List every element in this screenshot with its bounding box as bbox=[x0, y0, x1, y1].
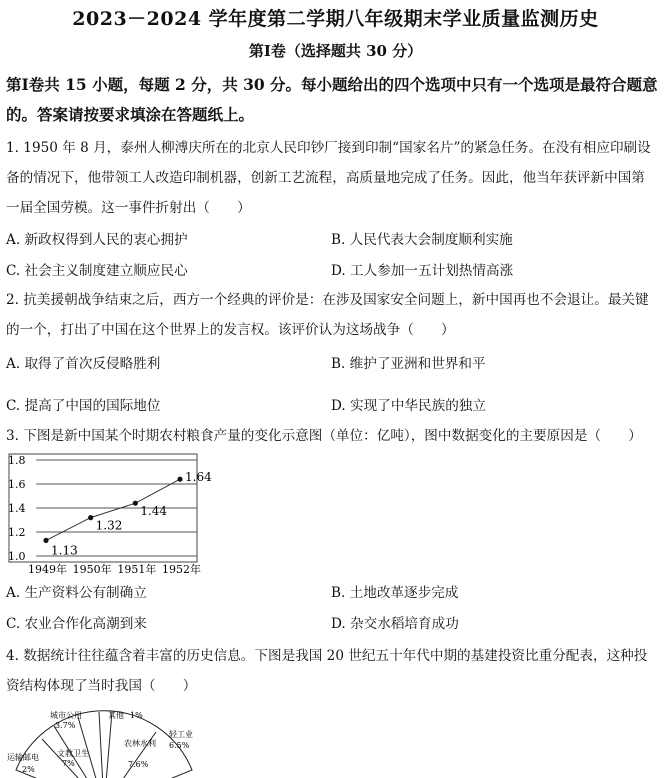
question-3-option-b[interactable]: B. 土地改革逐步完成 bbox=[331, 585, 459, 601]
pie-label-name: 农林水利 bbox=[124, 739, 156, 748]
question-1-stem: 1. 1950 年 8 月，泰州人柳溥庆所在的北京人民印钞厂接到印制“国家名片”的紧急任务。在没有相应印刷设备的情况下，他带领工人改造印制机器，创新工艺流程，高质量地完成了任务。因此，他当年获评新中国第一届全国劳模。这一事件折射出（ ） bbox=[6, 140, 651, 216]
question-1-option-b[interactable]: B. 人民代表大会制度顺利实施 bbox=[331, 232, 513, 248]
question-3-option-a[interactable]: A. 生产资料公有制确立 bbox=[6, 585, 147, 601]
section-instructions: 第Ⅰ卷共 15 小题，每题 2 分，共 30 分。每小题给出的四个选项中只有一个选项是最符合题意的。答案请按要求填涂在答题纸上。 bbox=[6, 75, 658, 124]
question-3-option-d[interactable]: D. 杂交水稻培育成功 bbox=[331, 616, 459, 632]
data-point bbox=[177, 477, 182, 482]
question-2-option-c[interactable]: C. 提高了中国的国际地位 bbox=[6, 398, 161, 414]
exam-title: 2023－2024 学年度第二学期八年级期末学业质量监测历史 bbox=[72, 8, 599, 30]
pie-label-name: 轻工业 bbox=[169, 730, 193, 739]
question-3-option-c[interactable]: C. 农业合作化高潮到来 bbox=[6, 616, 147, 632]
pie-label-value: 1% bbox=[130, 711, 143, 720]
pie-label-name: 文教卫生 bbox=[57, 749, 89, 758]
question-3-stem: 3. 下图是新中国某个时期农村粮食产量的变化示意图（单位：亿吨），图中数据变化的主要原因是（ ） bbox=[6, 428, 642, 444]
data-point bbox=[133, 501, 138, 506]
y-tick-label: 1.8 bbox=[8, 454, 26, 467]
chart-y-tick-labels bbox=[8, 454, 26, 563]
question-2-option-b[interactable]: B. 维护了亚洲和世界和平 bbox=[331, 356, 486, 372]
data-point bbox=[88, 515, 93, 520]
question-2-option-d[interactable]: D. 实现了中华民族的独立 bbox=[331, 398, 486, 414]
data-label: 1.32 bbox=[95, 518, 123, 533]
grain-output-chart bbox=[4, 452, 212, 577]
x-tick-label: 1950年 bbox=[72, 563, 112, 576]
data-label: 1.64 bbox=[185, 470, 212, 485]
y-tick-label: 1.4 bbox=[8, 502, 26, 515]
pie-label-value: 2% bbox=[22, 765, 35, 774]
x-tick-label: 1949年 bbox=[28, 563, 67, 576]
pie-divider bbox=[104, 712, 112, 778]
question-1-option-c[interactable]: C. 社会主义制度建立顺应民心 bbox=[6, 263, 188, 279]
chart-x-tick-labels bbox=[28, 562, 201, 576]
y-tick-label: 1.6 bbox=[8, 478, 26, 491]
chart-grid bbox=[9, 454, 197, 562]
data-label: 1.13 bbox=[51, 543, 78, 558]
question-2-option-a[interactable]: A. 取得了首次反侵略胜利 bbox=[6, 356, 161, 372]
pie-label-value: 3.7% bbox=[55, 721, 76, 730]
pie-label-value: 6.5% bbox=[169, 741, 190, 750]
pie-label-name: 运输邮电 bbox=[7, 753, 39, 762]
pie-label-name: 其他 bbox=[108, 711, 124, 720]
y-tick-label: 1.2 bbox=[8, 526, 26, 539]
data-label: 1.44 bbox=[140, 504, 168, 519]
section-title: 第Ⅰ卷（选择题共 30 分） bbox=[248, 42, 423, 60]
pie-label-value: 7% bbox=[62, 759, 75, 768]
y-tick-label: 1.0 bbox=[8, 550, 26, 563]
question-4-stem: 4. 数据统计往往蕴含着丰富的历史信息。下图是我国 20 世纪五十年代中期的基建投资比重分配表，这种投资结构体现了当时我国（ ） bbox=[6, 648, 648, 694]
question-2-stem: 2. 抗美援朝战争结束之后，西方一个经典的评价是：在涉及国家安全问题上，新中国再也不会退让。最关键的一个，打出了中国在这个世界上的发言权。该评价认为这场战争（ ） bbox=[6, 292, 649, 338]
question-1-option-d[interactable]: D. 工人参加一五计划热情高涨 bbox=[331, 263, 514, 279]
x-tick-label: 1951年 bbox=[117, 563, 157, 576]
pie-label-value: 7.6% bbox=[128, 760, 149, 769]
investment-pie-chart bbox=[4, 706, 224, 778]
question-1-option-a[interactable]: A. 新政权得到人民的衷心拥护 bbox=[6, 232, 188, 248]
pie-outline bbox=[16, 711, 192, 778]
pie-label-name: 城市公用 bbox=[50, 711, 82, 720]
x-tick-label: 1952年 bbox=[162, 563, 201, 576]
chart-data-labels bbox=[51, 470, 212, 557]
data-point bbox=[43, 538, 48, 543]
pie-divider bbox=[99, 712, 104, 778]
